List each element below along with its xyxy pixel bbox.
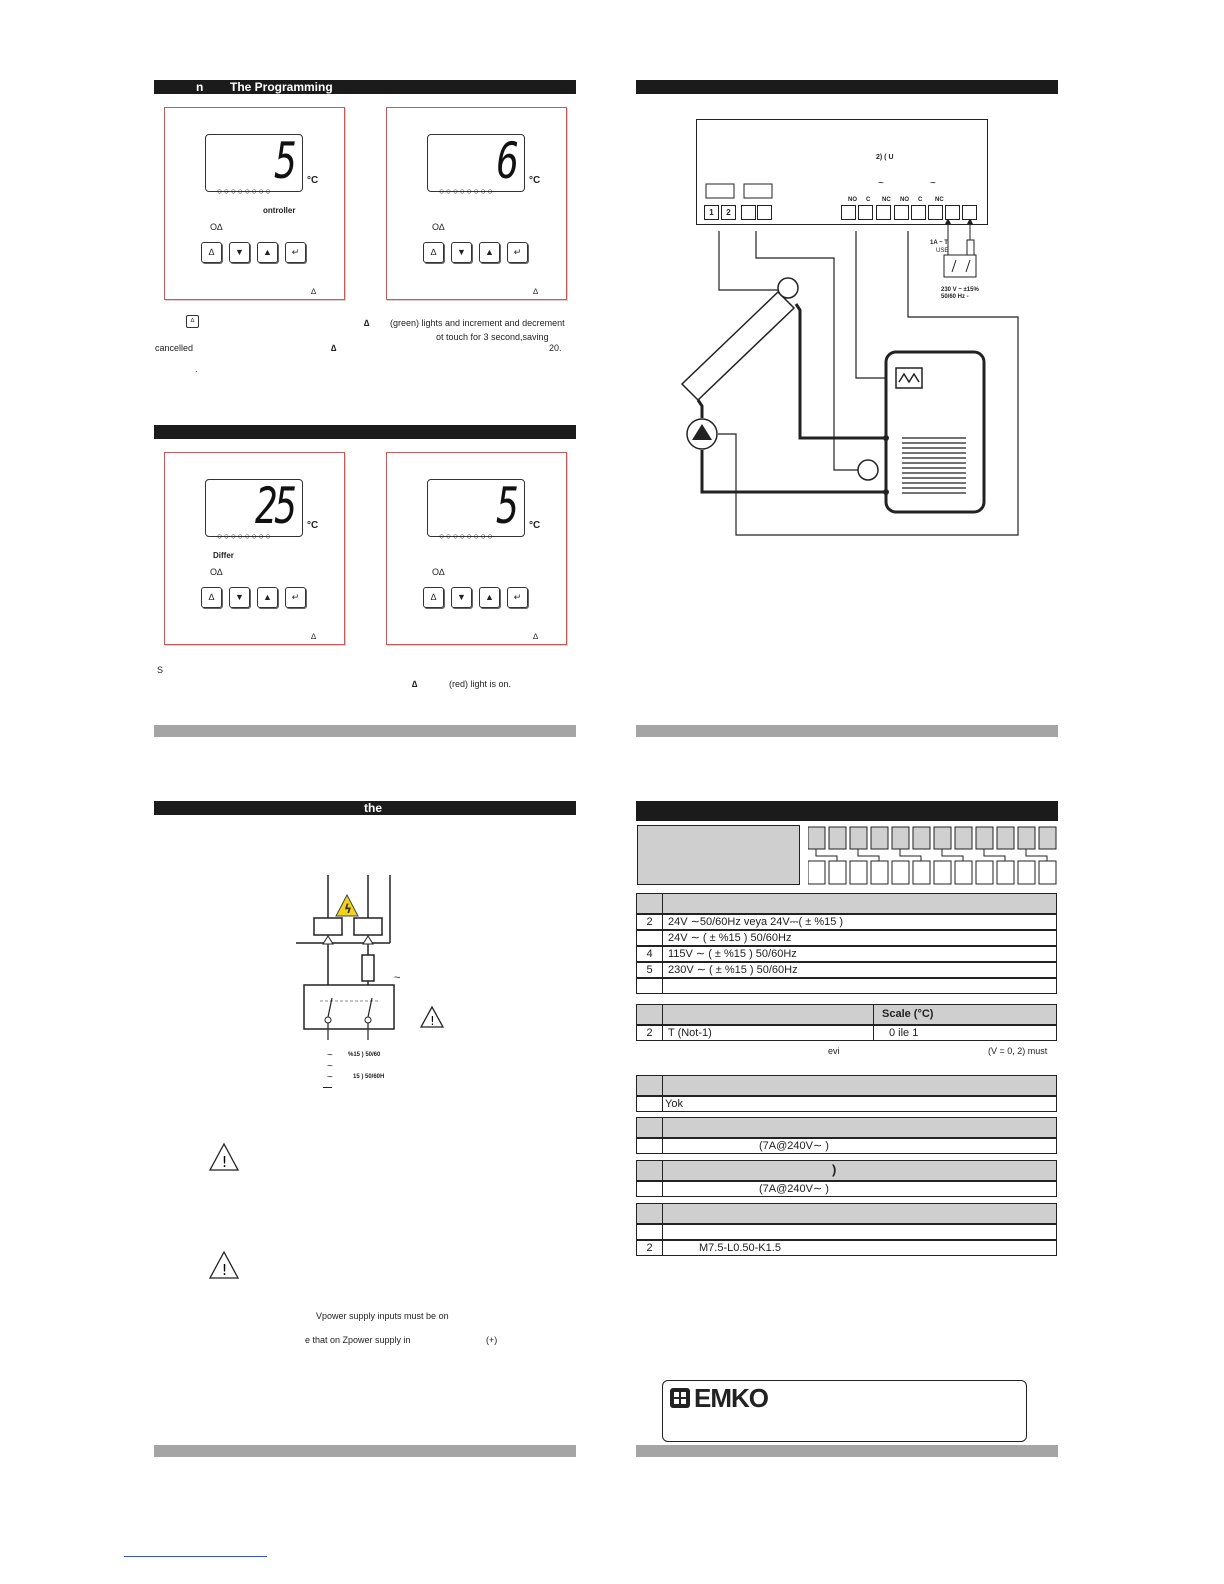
status-led: O∆	[432, 567, 445, 577]
page-footer-bar	[636, 1445, 1058, 1457]
terminal-12	[962, 205, 977, 220]
page-footer-bar	[636, 725, 1058, 737]
v-supply-note: Vpower supply inputs must be on	[316, 1311, 449, 1321]
order-code-box	[637, 825, 800, 885]
panel-label: ontroller	[263, 206, 296, 215]
delta-icon: ∆	[533, 632, 538, 641]
controller-panel-2	[386, 107, 567, 300]
page-footer-bar	[154, 1445, 576, 1457]
terminal-10	[928, 205, 943, 220]
fuse-tilde: ~	[394, 972, 401, 984]
unit-label: °C	[529, 520, 541, 531]
enter-button[interactable]: ↵	[507, 242, 528, 263]
scale-header: Scale (°C)	[882, 1008, 934, 1020]
status-led: O∆	[210, 567, 223, 577]
fuse-label: 1A ~ T	[930, 240, 948, 246]
terminal-3	[741, 205, 756, 220]
brand-box	[662, 1380, 1027, 1442]
led-row: ○○○○○○○○	[217, 186, 273, 196]
supply-tilde-1: ~	[327, 1050, 333, 1061]
lcd-display	[427, 134, 525, 192]
prog-delta-1: ∆	[364, 318, 370, 328]
dc-symbol	[323, 1087, 332, 1088]
z-supply-note: e that on Zpower supply in	[305, 1335, 411, 1345]
button-row	[201, 242, 306, 268]
controller-panel-1	[164, 107, 345, 300]
no-label: NO	[900, 197, 909, 203]
supply-line-1: %15 ) 50/60	[348, 1052, 381, 1058]
no-label: NO	[848, 197, 857, 203]
supply-table-header	[636, 893, 1057, 914]
set-button[interactable]: ∆	[423, 587, 444, 608]
last-table-header	[636, 1203, 1057, 1224]
enter-button[interactable]: ↵	[507, 587, 528, 608]
status-led: O∆	[210, 222, 223, 232]
svg-text:~: ~	[930, 178, 936, 189]
c-label: C	[866, 197, 871, 203]
table-row	[636, 1224, 1057, 1240]
warning-icon	[208, 1250, 240, 1280]
section-title: The Programming	[230, 80, 333, 94]
diff-delta: ∆	[412, 679, 418, 689]
page-link-underline	[124, 1556, 267, 1557]
button-row	[423, 587, 528, 613]
nc-label: NC	[882, 197, 891, 203]
terminal-11	[945, 205, 960, 220]
svg-text:!: !	[221, 1261, 228, 1279]
prog-text-1: (green) lights and increment and decrement	[390, 318, 565, 328]
terminal-9	[911, 205, 926, 220]
supply-label: 230 V ~ ±15%	[941, 287, 979, 293]
c-label: C	[918, 197, 923, 203]
relay1-table-header	[636, 1117, 1057, 1138]
table-row: 2 24V ∼50/60Hz veya 24V⎓( ± %15 )	[636, 914, 1057, 930]
relay2-table-header	[636, 1160, 1057, 1181]
led-row: ○○○○○○○○	[217, 531, 273, 541]
unit-label: °C	[529, 175, 541, 186]
enter-button[interactable]: ↵	[285, 242, 306, 263]
terminal-4	[757, 205, 772, 220]
button-row	[423, 242, 528, 268]
enter-button[interactable]: ↵	[285, 587, 306, 608]
differential-header	[154, 425, 576, 439]
set-button[interactable]: ∆	[201, 587, 222, 608]
delta-icon: ∆	[533, 287, 538, 296]
display-value: 25	[254, 477, 294, 535]
sensor-note-b: (V = 0, 2) must	[988, 1046, 1048, 1056]
set-key-icon: ∆	[186, 315, 199, 328]
table-row: 4 115V ∼ ( ± %15 ) 50/60Hz	[636, 946, 1057, 962]
warning-icon	[419, 1005, 445, 1029]
page-footer-bar	[154, 725, 576, 737]
power-connection-diagram	[290, 870, 450, 1070]
increment-button[interactable]: ▲	[257, 587, 278, 608]
panel-label: Differ	[213, 551, 234, 560]
order-code-grid	[808, 826, 1058, 886]
svg-text:!: !	[221, 1153, 228, 1171]
svg-text:~: ~	[878, 178, 884, 189]
prog-text-2: ot touch for 3 second,saving	[436, 332, 549, 342]
solar-system-diagram	[660, 170, 1030, 540]
use-label: USE	[936, 248, 949, 254]
led-row: ○○○○○○○○	[439, 186, 495, 196]
section-title: the	[364, 801, 382, 815]
option-table-header	[636, 1075, 1057, 1096]
increment-button[interactable]: ▲	[257, 242, 278, 263]
supply-tilde-3: ~	[327, 1072, 333, 1083]
svg-text:ϟ: ϟ	[344, 902, 352, 916]
lcd-display	[205, 479, 303, 537]
terminal-7	[876, 205, 891, 220]
table-row: (7A@240V∼ )	[636, 1138, 1057, 1154]
wiring-header-text: 2) ( U	[876, 154, 894, 161]
programming-header	[154, 80, 576, 94]
hz-label: 50/60 Hz -	[941, 294, 969, 300]
lcd-display	[205, 134, 303, 192]
table-row: 24V ∼ ( ± %15 ) 50/60Hz	[636, 930, 1057, 946]
table-row: 5 230V ∼ ( ± %15 ) 50/60Hz	[636, 962, 1057, 978]
prog-text-3: cancelled	[155, 343, 194, 353]
terminal-6	[858, 205, 873, 220]
sensor-note-a: evi	[828, 1046, 840, 1056]
increment-button[interactable]: ▲	[479, 587, 500, 608]
increment-button[interactable]: ▲	[479, 242, 500, 263]
table-row	[636, 978, 1057, 994]
terminal-1: 1	[704, 205, 719, 220]
supply-tilde-2: ~	[327, 1061, 333, 1072]
decrement-button[interactable]: ▼	[229, 587, 250, 608]
lcd-display	[427, 479, 525, 537]
emko-logo-icon	[669, 1387, 691, 1409]
set-button[interactable]: ∆	[423, 242, 444, 263]
terminal-8	[894, 205, 909, 220]
table-row: 2 M7.5-L0.50-K1.5	[636, 1240, 1057, 1256]
table-row: 2 T (Not-1) 0 ile 1	[636, 1025, 1057, 1041]
ordering-header	[636, 801, 1058, 821]
brand-name: EMKO	[694, 1383, 768, 1413]
unit-label: °C	[307, 175, 319, 186]
controller-panel-4	[386, 452, 567, 645]
plus-note: (+)	[486, 1335, 498, 1345]
relay2-header-text: )	[832, 1162, 837, 1177]
diff-text-1: S	[157, 665, 164, 675]
terminal-5	[841, 205, 856, 220]
sensor-table-header	[636, 1004, 1057, 1025]
supply-line-3: 15 ) 50/60H	[353, 1074, 385, 1080]
terminal-2: 2	[721, 205, 736, 220]
prog-text-5: .	[195, 364, 198, 374]
display-value: 5	[274, 132, 294, 190]
prog-text-4: 20.	[549, 343, 562, 353]
delta-icon: ∆	[311, 287, 316, 296]
decrement-button[interactable]: ▼	[229, 242, 250, 263]
connection-header	[154, 801, 576, 815]
table-row: (7A@240V∼ )	[636, 1181, 1057, 1197]
set-button[interactable]: ∆	[201, 242, 222, 263]
svg-text:!: !	[430, 1014, 435, 1028]
section-letter: n	[196, 80, 204, 94]
button-row	[201, 587, 306, 613]
nc-label: NC	[935, 197, 944, 203]
delta-icon: ∆	[311, 632, 316, 641]
led-row: ○○○○○○○○	[439, 531, 495, 541]
warning-icon	[208, 1142, 240, 1172]
prog-delta-2: ∆	[331, 343, 337, 353]
table-row: Yok	[636, 1096, 1057, 1112]
display-value: 6	[496, 132, 516, 190]
unit-label: °C	[307, 520, 319, 531]
scale-value: 0 ile 1	[889, 1027, 919, 1039]
wiring-header	[636, 80, 1058, 94]
controller-panel-3	[164, 452, 345, 645]
decrement-button[interactable]: ▼	[451, 242, 472, 263]
decrement-button[interactable]: ▼	[451, 587, 472, 608]
status-led: O∆	[432, 222, 445, 232]
display-value: 5	[496, 477, 516, 535]
diff-text-2: (red) light is on.	[449, 679, 512, 689]
